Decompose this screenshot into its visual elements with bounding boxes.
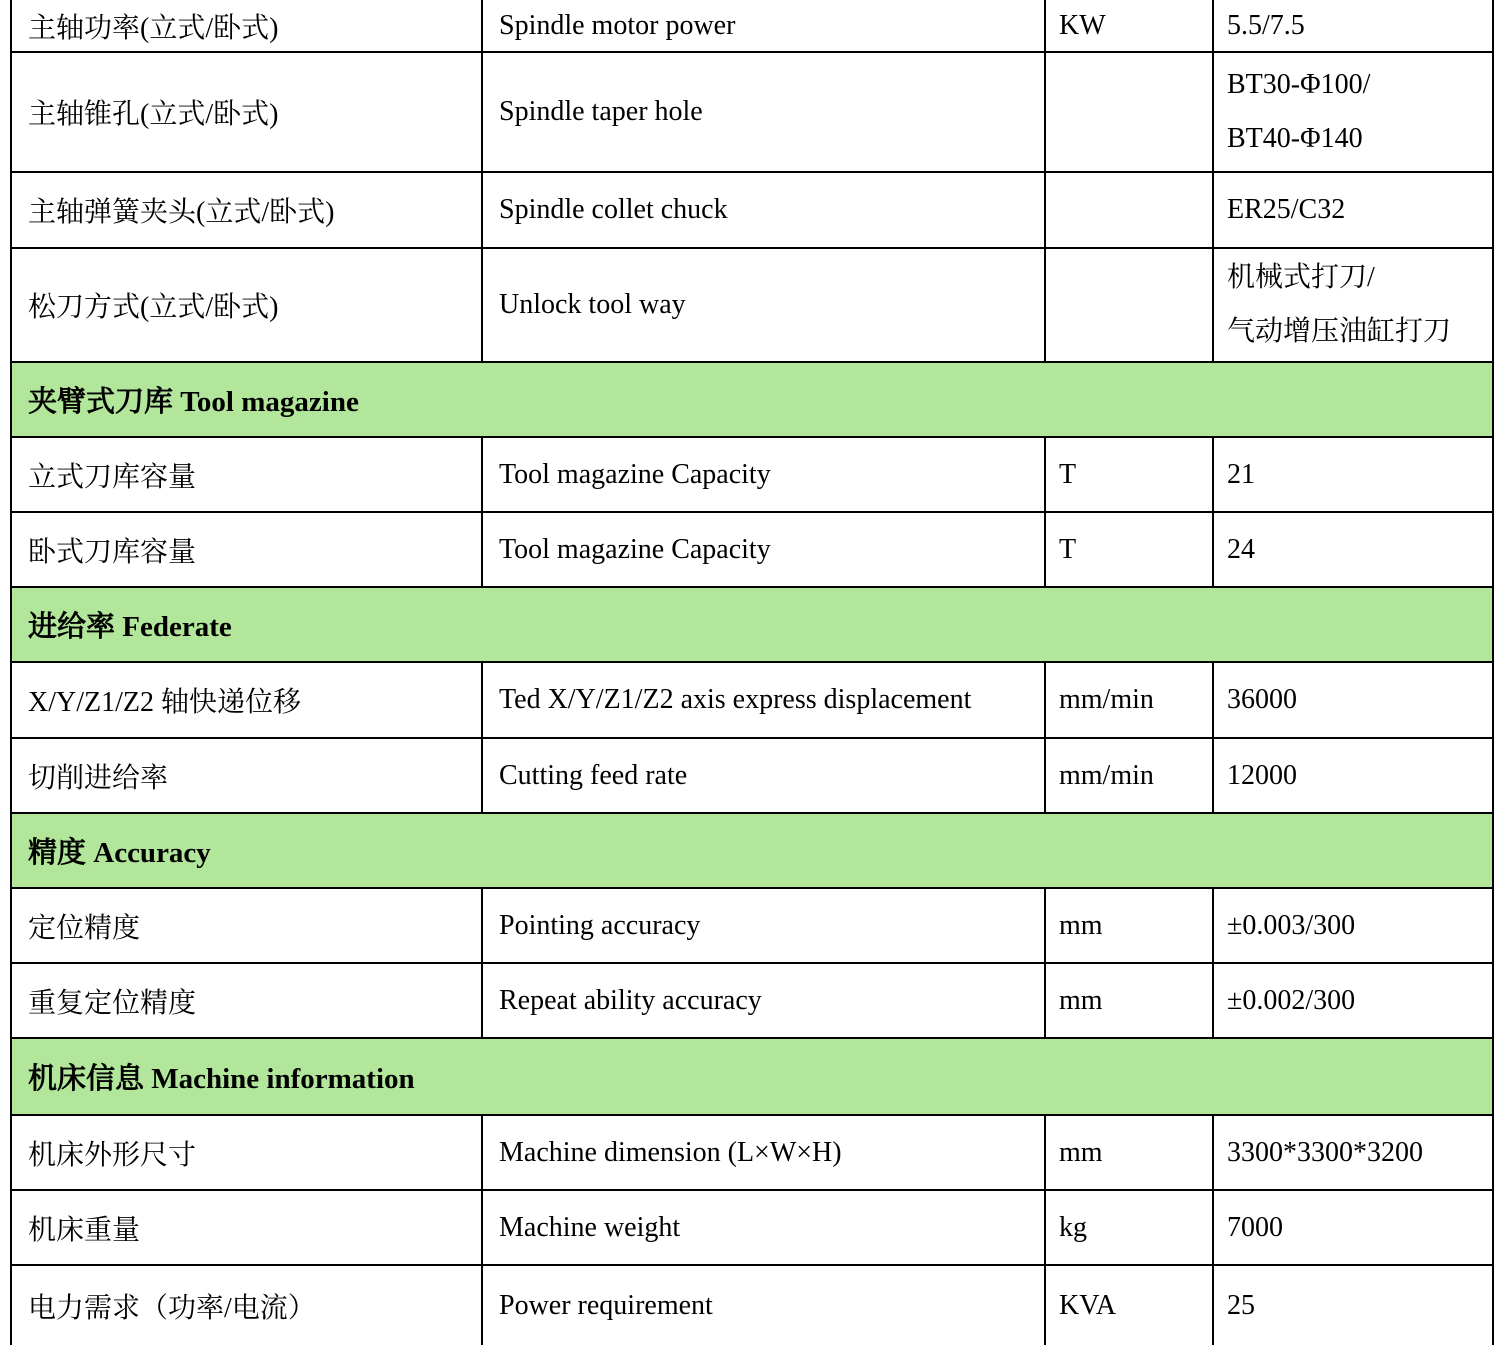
spec-name-cn: 主轴功率(立式/卧式) [12,0,483,51]
spec-row [12,739,1492,814]
spec-unit: mm/min [1046,663,1214,737]
spec-name-en: Unlock tool way [483,249,1046,361]
spec-row [12,173,1492,249]
spec-row [12,663,1492,739]
spec-name-en: Tool magazine Capacity [483,438,1046,511]
section-header-row [12,1039,1492,1116]
spec-value-line: 12000 [1227,759,1297,791]
spec-value-line: ER25/C32 [1227,194,1346,225]
spec-value-line: 机械式打刀/ [1227,262,1375,293]
spec-row [12,964,1492,1039]
spec-row [12,249,1492,363]
spec-name-en: Tool magazine Capacity [483,513,1046,586]
spec-value-line: 24 [1227,533,1255,565]
spec-unit: T [1046,513,1214,586]
spec-value-line: 36000 [1227,684,1297,715]
spec-name-en: Cutting feed rate [483,739,1046,812]
section-title: 进给率 Federate [28,611,232,643]
spec-value [1214,513,1492,586]
section-header-row [12,588,1492,663]
spec-value-line: 气动增压油缸打刀 [1227,316,1452,347]
spec-value-line: ±0.003/300 [1227,909,1356,941]
spec-value [1214,964,1492,1037]
spec-value [1214,0,1492,51]
spec-name-cn: 松刀方式(立式/卧式) [12,249,483,361]
spec-value-line: 25 [1227,1289,1255,1321]
spec-unit: mm [1046,964,1214,1037]
spec-value [1214,663,1492,737]
spec-unit: mm/min [1046,739,1214,812]
spec-name-en: Repeat ability accuracy [483,964,1046,1037]
spec-row [12,53,1492,173]
spec-value-line: BT40-Φ140 [1227,123,1363,154]
spec-value [1214,1266,1492,1345]
spec-name-en: Machine dimension (L×W×H) [483,1116,1046,1189]
spec-row [12,889,1492,964]
spec-value [1214,1191,1492,1264]
spec-unit: mm [1046,1116,1214,1189]
spec-row [12,1191,1492,1266]
section-header-row [12,814,1492,889]
spec-name-cn: 定位精度 [12,889,483,962]
spec-name-cn: 立式刀库容量 [12,438,483,511]
spec-name-cn: 机床外形尺寸 [12,1116,483,1189]
spec-value [1214,173,1492,247]
spec-name-cn: 卧式刀库容量 [12,513,483,586]
spec-row [12,1266,1492,1345]
spec-row [12,1116,1492,1191]
spec-name-en: Machine weight [483,1191,1046,1264]
spec-unit [1046,173,1214,247]
spec-value-line: 3300*3300*3200 [1227,1136,1423,1168]
spec-name-en: Spindle taper hole [483,53,1046,171]
spec-row [12,438,1492,513]
spec-unit [1046,53,1214,171]
spec-name-cn: 重复定位精度 [12,964,483,1037]
spec-value [1214,889,1492,962]
section-title: 精度 Accuracy [28,837,211,869]
spec-name-cn: 机床重量 [12,1191,483,1264]
spec-name-en: Pointing accuracy [483,889,1046,962]
spec-unit: KVA [1046,1266,1214,1345]
spec-unit [1046,249,1214,361]
spec-name-en: Ted X/Y/Z1/Z2 axis express displacement [483,663,1046,737]
spec-name-cn: 主轴锥孔(立式/卧式) [12,53,483,171]
spec-value [1214,438,1492,511]
spec-value-line: 21 [1227,458,1255,490]
spec-name-cn: X/Y/Z1/Z2 轴快递位移 [12,663,483,737]
spec-value [1214,1116,1492,1189]
spec-value-line: ±0.002/300 [1227,984,1356,1016]
spec-name-cn: 电力需求（功率/电流） [12,1266,483,1345]
spec-name-en: Spindle motor power [483,0,1046,51]
spec-row [12,0,1492,53]
spec-name-cn: 切削进给率 [12,739,483,812]
spec-value [1214,53,1492,171]
spec-value-line: 7000 [1227,1211,1283,1243]
spec-row [12,513,1492,588]
section-title: 机床信息 Machine information [28,1063,415,1095]
spec-unit: T [1046,438,1214,511]
spec-unit: KW [1046,0,1214,51]
spec-value-line: 5.5/7.5 [1227,9,1305,41]
spec-table [10,0,1494,1345]
spec-unit: mm [1046,889,1214,962]
section-title: 夹臂式刀库 Tool magazine [28,386,359,418]
spec-value [1214,249,1492,361]
spec-name-cn: 主轴弹簧夹头(立式/卧式) [12,173,483,247]
section-header-row [12,363,1492,438]
spec-name-en: Spindle collet chuck [483,173,1046,247]
spec-value-line: BT30-Φ100/ [1227,69,1371,100]
spec-value [1214,739,1492,812]
spec-unit: kg [1046,1191,1214,1264]
spec-name-en: Power requirement [483,1266,1046,1345]
